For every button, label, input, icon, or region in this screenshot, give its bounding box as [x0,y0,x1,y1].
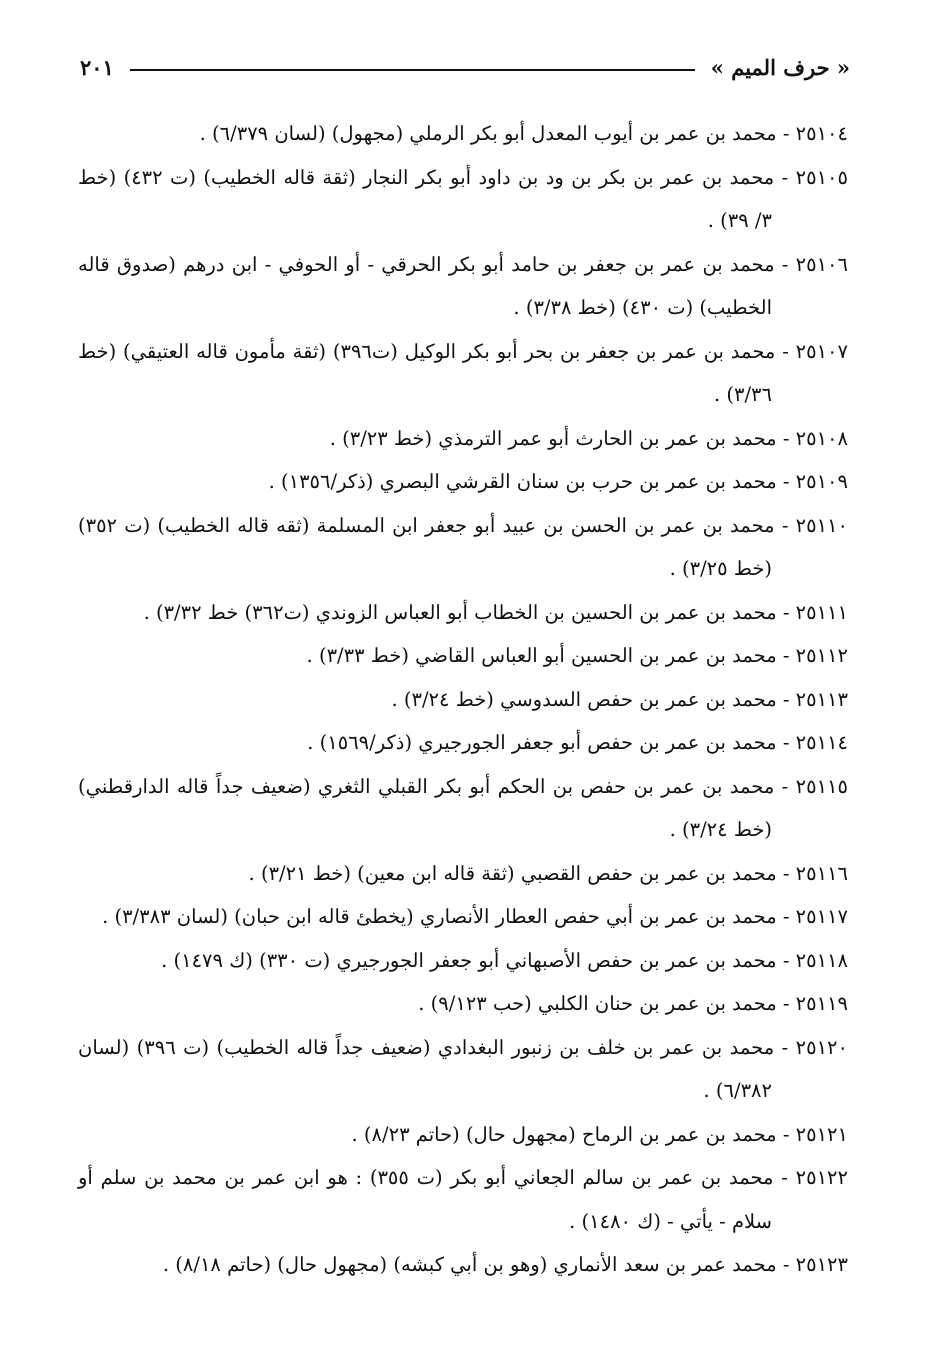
entry-25119: ٢٥١١٩ - محمد بن عمر بن حنان الكلبي (حب ٩/١٢٣) . [418,992,848,1015]
entry-25120: ٢٥١٢٠ - محمد بن عمر بن خلف بن زنبور البغدادي (ضعيف جداً قاله الخطيب) (ت ٣٩٦) (لسان ٦/٣٨٢) . [78,1035,849,1102]
entry-25115: ٢٥١١٥ - محمد بن عمر بن حفص بن الحكم أبو بكر القبلي الثغري (ضعيف جداً قاله الدارقطني) (خط ٣/٢٤) . [78,774,848,841]
entry-25106: ٢٥١٠٦ - محمد بن عمر بن جعفر بن حامد أبو بكر الحرقي - أو الحوفي - ابن درهم (صدوق قاله الخطيب) (ت ٤٣٠) (خط ٣/٣٨) . [78,252,848,319]
entry-25104: ٢٥١٠٤ - محمد بن عمر بن أيوب المعدل أبو بكر الرملي (مجهول) (لسان ٦/٣٧٩) . [199,122,848,145]
entry-25108: ٢٥١٠٨ - محمد بن عمر بن الحارث أبو عمر الترمذي (خط ٣/٢٣) . [329,426,848,450]
entry-25110: ٢٥١١٠ - محمد بن عمر بن الحسن بن عبيد أبو جعفر ابن المسلمة (ثقه قاله الخطيب) (ت ٣٥٢) (خط ٣/٢٥) . [78,513,848,580]
page-number: ٢٠١ [80,54,114,80]
entry-25117: ٢٥١١٧ - محمد بن عمر بن أبي حفص العطار الأنصاري (يخطئ قاله ابن حبان) (لسان ٣/٣٨٣) . [102,905,848,928]
entry-25107: ٢٥١٠٧ - محمد بن عمر بن جعفر بن بحر أبو بكر الوكيل (ت٣٩٦) (ثقة مأمون قاله العتيقي) (خط ٣/٣٦) . [78,339,848,406]
entry-25121: ٢٥١٢١ - محمد بن عمر بن الرماح (مجهول حال) (حاتم ٨/٢٣) . [351,1122,848,1146]
entry-25116: ٢٥١١٦ - محمد بن عمر بن حفص القصبي (ثقة قاله ابن معين) (خط ٣/٢١) . [248,861,848,885]
entry-25112: ٢٥١١٢ - محمد بن عمر بن الحسين أبو العباس القاضي (خط ٣/٣٣) . [306,644,848,667]
entry-25105: ٢٥١٠٥ - محمد بن عمر بن بكر بن ود بن داود أبو بكر النجار (ثقة قاله الخطيب) (ت ٤٣٢) (خط ٣/ ٣٩) . [78,165,848,232]
entry-25122: ٢٥١٢٢ - محمد بن عمر بن سالم الجعاني أبو بكر (ت ٣٥٥) : هو ابن عمر بن محمد بن سلم أو سلام - يأتي - (ك ١٤٨٠) . [78,1166,848,1233]
entry-25111: ٢٥١١١ - محمد بن عمر بن الحسين بن الخطاب أبو العباس الزوندي (ت٣٦٢) خط ٣/٣٢) . [143,600,848,624]
header-rule [130,69,695,71]
entry-25123: ٢٥١٢٣ - محمد عمر بن سعد الأنماري (وهو بن أبي كبشه) (مجهول حال) (حاتم ٨/١٨) . [162,1253,848,1276]
entry-25113: ٢٥١١٣ - محمد بن عمر بن حفص السدوسي (خط ٣/٢٤) . [391,687,848,711]
entry-25109: ٢٥١٠٩ - محمد بن عمر بن حرب بن سنان القرشي البصري (ذكر/١٣٥٦) . [268,470,848,493]
page-header [80,52,850,82]
entry-list [78,112,848,1287]
section-title: « حرف الميم » [710,54,850,80]
entry-25114: ٢٥١١٤ - محمد بن عمر بن حفص أبو جعفر الجورجيري (ذكر/١٥٦٩) . [307,731,848,754]
entry-25118: ٢٥١١٨ - محمد بن عمر بن حفص الأصبهاني أبو جعفر الجورجيري (ت ٣٣٠) (ك ١٤٧٩) . [161,948,848,972]
